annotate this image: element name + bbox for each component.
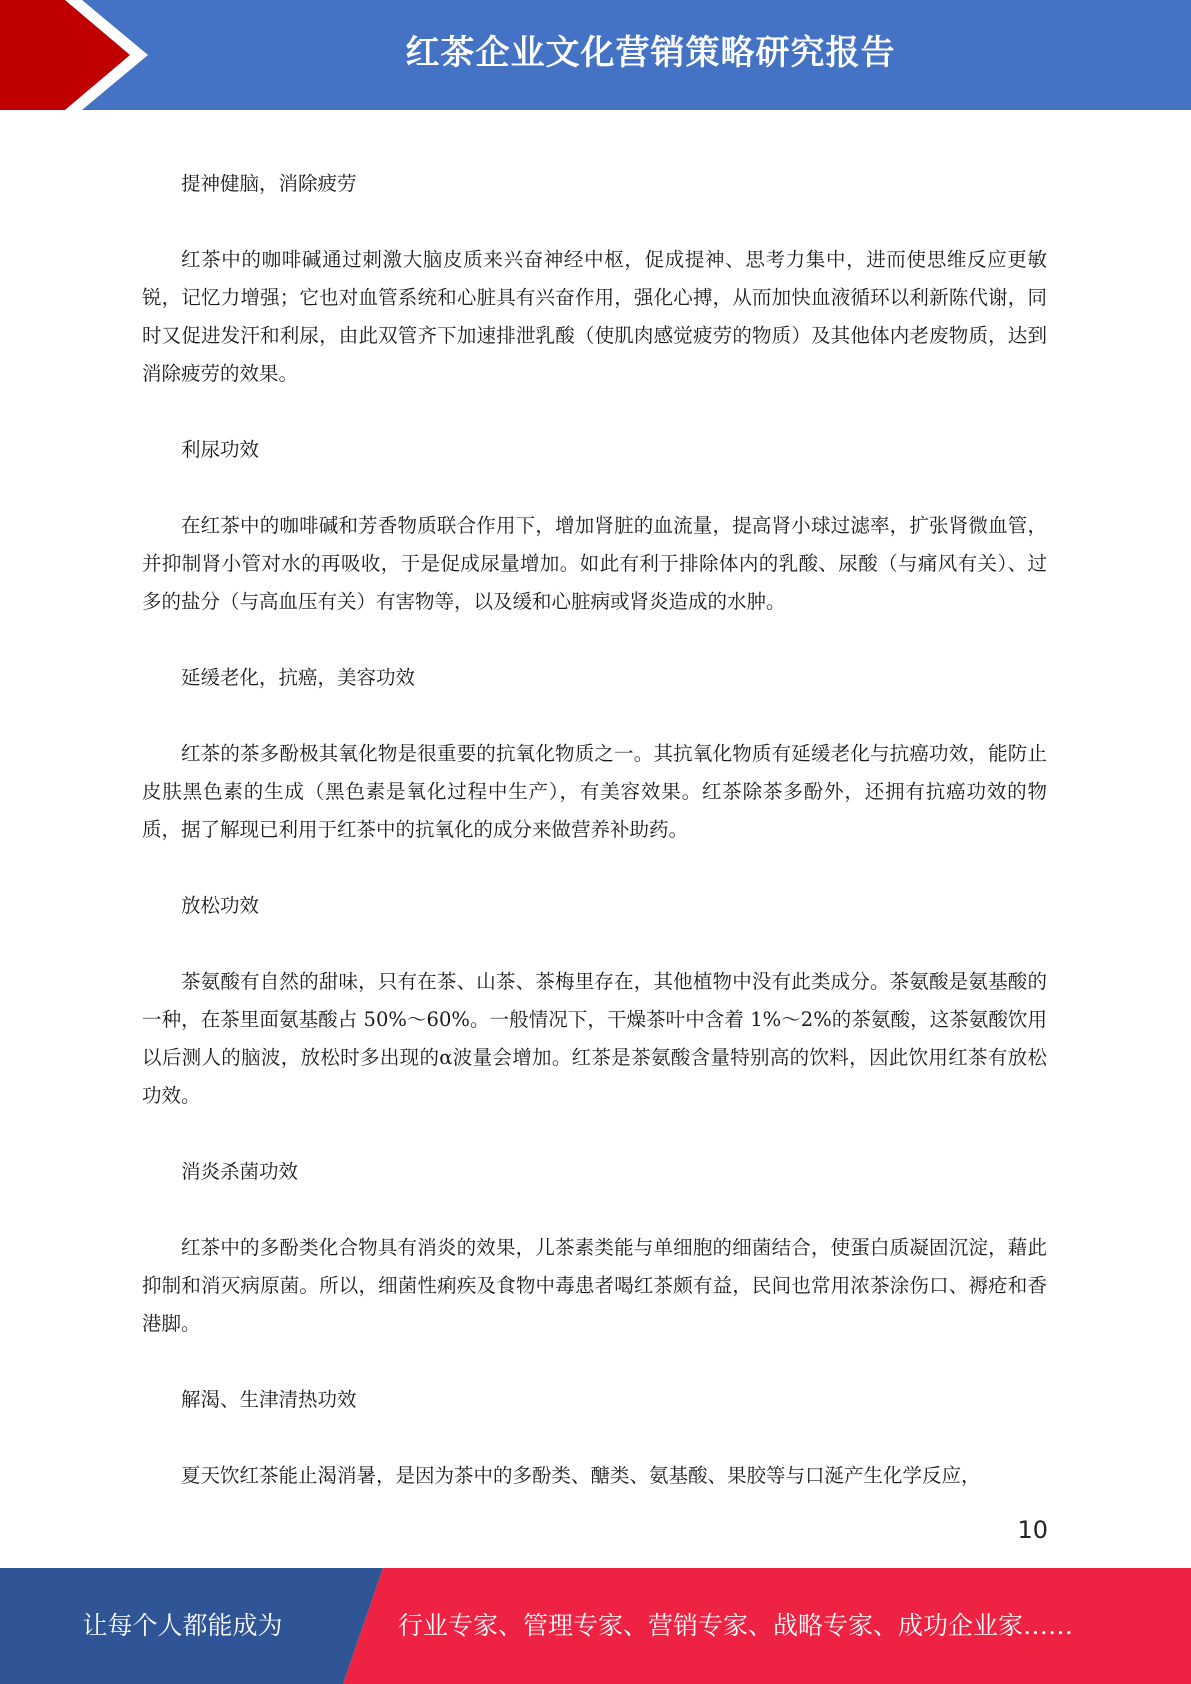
header-chevron-red — [0, 0, 130, 110]
report-content — [142, 165, 1047, 1533]
section-heading: 消炎杀菌功效 — [181, 1160, 299, 1183]
footer-slogan-right: 行业专家、管理专家、营销专家、战略专家、成功企业家…… — [398, 1611, 1074, 1640]
footer-slogan-left: 让每个人都能成为 — [82, 1611, 283, 1640]
section-heading: 提神健脑，消除疲劳 — [181, 172, 357, 195]
section-heading: 延缓老化，抗癌，美容功效 — [181, 666, 416, 689]
body-paragraph: 在红茶中的咖啡碱和芳香物质联合作用下，增加肾脏的血流量，提高肾小球过滤率，扩张肾微血管，并抑制肾小管对水的再吸收，于是促成尿量增加。如此有利于排除体内的乳酸、尿酸（与痛风有关）、过多的盐分（与高血压有关）有害物等，以及缓和心脏病或肾炎造成的水肿。 — [142, 514, 1047, 613]
body-paragraph: 红茶的茶多酚极其氧化物是很重要的抗氧化物质之一。其抗氧化物质有延缓老化与抗癌功效，能防止皮肤黑色素的生成（黑色素是氧化过程中生产），有美容效果。红茶除茶多酚外，还拥有抗癌功效的物质，据了解现已利用于红茶中的抗氧化的成分来做营养补助药。 — [142, 742, 1047, 841]
page-header — [0, 0, 1191, 110]
body-paragraph: 红茶中的多酚类化合物具有消炎的效果，儿茶素类能与单细胞的细菌结合，使蛋白质凝固沉淀，藉此抑制和消灭病原菌。所以，细菌性痢疾及食物中毒患者喝红茶颇有益，民间也常用浓茶涂伤口、褥疮和香港脚。 — [142, 1236, 1047, 1335]
body-paragraph: 夏天饮红茶能止渴消暑，是因为茶中的多酚类、醣类、氨基酸、果胶等与口涎产生化学反应， — [181, 1464, 981, 1487]
page-number: 10 — [1017, 1516, 1048, 1544]
body-paragraph: 红茶中的咖啡碱通过刺激大脑皮质来兴奋神经中枢，促成提神、思考力集中，进而使思维反应更敏锐，记忆力增强；它也对血管系统和心脏具有兴奋作用，强化心搏，从而加快血液循环以利新陈代谢，同时又促进发汗和利尿，由此双管齐下加速排泄乳酸（使肌肉感觉疲劳的物质）及其他体内老废物质，达到消除疲劳的效果。 — [142, 248, 1047, 385]
document-title: 红茶企业文化营销策略研究报告 — [405, 33, 896, 73]
header-chevron-decoration — [0, 0, 160, 110]
section-heading: 利尿功效 — [181, 438, 260, 461]
section-heading: 解渴、生津清热功效 — [181, 1388, 357, 1411]
body-paragraph: 茶氨酸有自然的甜味，只有在茶、山茶、茶梅里存在，其他植物中没有此类成分。茶氨酸是氨基酸的一种，在茶里面氨基酸占 50%～60%。一般情况下，干燥茶叶中含着 1%～2%的茶氨酸，这茶氨酸饮用以后测人的脑波，放松时多出现的α波量会增加。红茶是茶氨酸含量特别高的饮料，因此饮用红茶有放松功效。 — [142, 970, 1047, 1107]
page-footer — [0, 1568, 1191, 1684]
section-heading: 放松功效 — [181, 894, 260, 917]
